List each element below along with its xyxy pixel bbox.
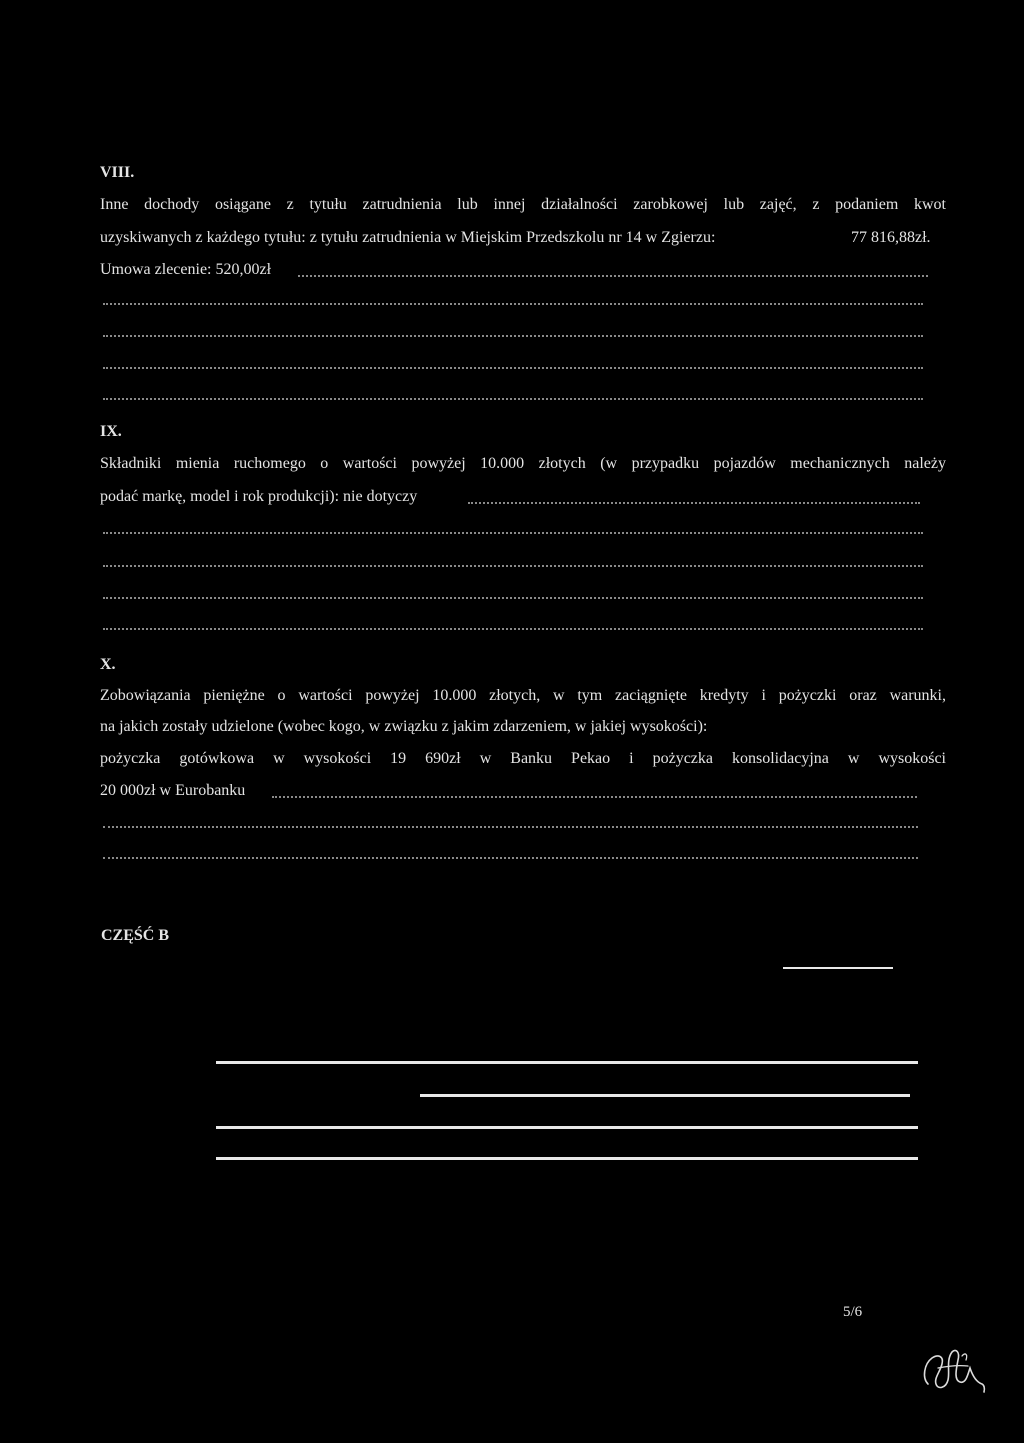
section-ix-blank-line xyxy=(103,532,923,534)
horizontal-rule xyxy=(216,1126,918,1129)
section-ix-line-2: podać markę, model i rok produkcji): nie dotyczy xyxy=(100,488,418,505)
section-x-line-2: na jakich zostały udzielone (wobec kogo, w związku z jakim zdarzeniem, w jakiej wysokości): xyxy=(100,718,708,735)
section-x-blank-line xyxy=(103,857,918,859)
section-ix-heading: IX. xyxy=(100,423,122,440)
section-viii-blank-line xyxy=(103,398,923,400)
section-ix-line-1: Składniki mienia ruchomego o wartości powyżej 10.000 złotych (w przypadku pojazdów mechanicznych należy xyxy=(100,455,946,472)
section-viii-heading: VIII. xyxy=(100,164,135,181)
page-number: 5/6 xyxy=(843,1304,863,1320)
section-viii-employment-amount: 77 816,88zł. xyxy=(851,229,931,246)
section-viii-blank-line xyxy=(103,367,923,369)
section-x-heading: X. xyxy=(100,656,116,673)
section-viii-dot-fill xyxy=(298,275,928,277)
section-x-line-3: pożyczka gotówkowa w wysokości 19 690zł w Banku Pekao i pożyczka konsolidacyjna w wysokości xyxy=(100,750,946,767)
section-x-dot-fill xyxy=(272,796,917,798)
section-ix-dot-fill xyxy=(468,502,920,504)
section-ix-blank-line xyxy=(103,597,923,599)
section-viii-line-3: Umowa zlecenie: 520,00zł xyxy=(100,261,272,278)
section-viii-line-2: uzyskiwanych z każdego tytułu: z tytułu zatrudnienia w Miejskim Przedszkolu nr 14 w Zgierzu: xyxy=(100,229,716,246)
section-ix-blank-line xyxy=(103,565,923,567)
signature-icon xyxy=(918,1338,988,1396)
section-x-blank-line xyxy=(103,826,918,828)
section-x-line-4: 20 000zł w Eurobanku xyxy=(100,782,246,799)
section-viii-line-1: Inne dochody osiągane z tytułu zatrudnienia lub innej działalności zarobkowej lub zajęć, z podaniem kwot xyxy=(100,196,946,213)
section-x-line-1: Zobowiązania pieniężne o wartości powyżej 10.000 złotych, w tym zaciągnięte kredyty i pożyczki oraz warunki, xyxy=(100,687,946,704)
short-rule xyxy=(783,967,893,969)
horizontal-rule xyxy=(216,1157,918,1160)
section-viii-blank-line xyxy=(103,303,923,305)
section-viii-blank-line xyxy=(103,335,923,337)
horizontal-rule xyxy=(420,1094,910,1097)
part-b-heading: CZĘŚĆ B xyxy=(101,927,170,944)
section-ix-blank-line xyxy=(103,628,923,630)
horizontal-rule xyxy=(216,1061,918,1064)
